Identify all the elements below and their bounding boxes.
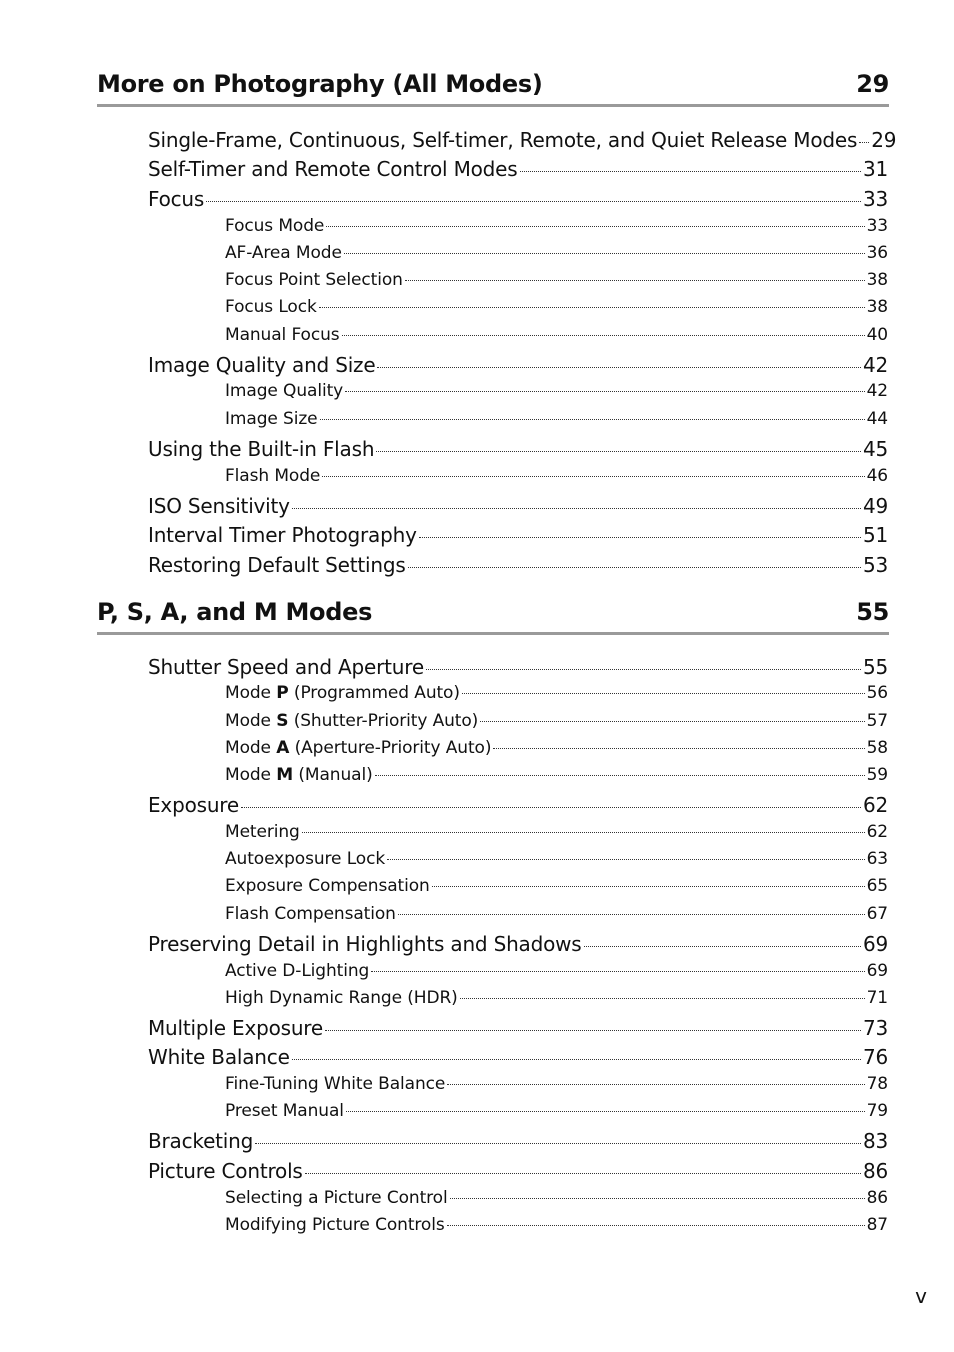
toc-subentry[interactable] [225, 765, 888, 785]
dot-leader [405, 279, 865, 281]
entry-title: Exposure Compensation [225, 876, 430, 896]
dot-leader [326, 225, 864, 227]
entry-page-number: 59 [866, 765, 888, 785]
dot-leader [859, 141, 869, 143]
dot-leader [450, 1197, 865, 1199]
entry-page-number: 55 [862, 655, 888, 679]
entry-page-number: 53 [862, 553, 888, 577]
section-header [97, 590, 889, 635]
entry-title: Focus Lock [225, 297, 317, 317]
toc-subentry[interactable] [225, 988, 888, 1008]
dot-leader [460, 997, 865, 999]
entry-title: Shutter Speed and Aperture [148, 655, 424, 679]
entry-page-number: 42 [862, 353, 888, 377]
dot-leader [426, 668, 861, 670]
entry-title: Using the Built-in Flash [148, 437, 375, 461]
entry-title: Focus [148, 187, 205, 211]
entry-title: Image Quality and Size [148, 353, 376, 377]
entry-title: Focus Point Selection [225, 270, 403, 290]
entry-page-number: 38 [866, 270, 888, 290]
toc-subentry[interactable] [225, 381, 888, 401]
entry-title: Mode A (Aperture-Priority Auto) [225, 738, 492, 758]
toc-subentry[interactable] [225, 1215, 888, 1235]
entry-page-number: 79 [866, 1101, 888, 1121]
entry-title: Modifying Picture Controls [225, 1215, 445, 1235]
toc-entry[interactable] [148, 932, 888, 956]
entry-title: Multiple Exposure [148, 1016, 323, 1040]
page-number: v [915, 1284, 927, 1308]
dot-leader [584, 945, 861, 947]
entry-page-number: 62 [862, 793, 888, 817]
entry-title: Restoring Default Settings [148, 553, 406, 577]
entry-page-number: 51 [862, 523, 888, 547]
toc-entry[interactable] [148, 128, 897, 152]
toc-entry[interactable] [148, 1129, 888, 1153]
entry-page-number: 44 [866, 409, 888, 429]
toc-subentry[interactable] [225, 738, 888, 758]
entry-page-number: 45 [862, 437, 888, 461]
entry-page-number: 29 [871, 128, 897, 152]
entry-page-number: 78 [866, 1074, 888, 1094]
section-title: More on Photography (All Modes) [97, 70, 543, 98]
dot-leader [520, 170, 861, 172]
entry-title: Flash Mode [225, 466, 321, 486]
dot-leader [292, 507, 861, 509]
dot-leader [292, 1058, 861, 1060]
toc-subentry[interactable] [225, 711, 888, 731]
entry-title: Mode S (Shutter-Priority Auto) [225, 711, 479, 731]
dot-leader [206, 200, 861, 202]
dot-leader [302, 831, 865, 833]
dot-leader [432, 885, 865, 887]
entry-page-number: 46 [866, 466, 888, 486]
section-page-number: 29 [856, 70, 889, 98]
entry-page-number: 87 [866, 1215, 888, 1235]
dot-leader [447, 1083, 864, 1085]
dot-leader [447, 1224, 865, 1226]
entry-page-number: 38 [866, 297, 888, 317]
toc-subentry[interactable] [225, 904, 888, 924]
dot-leader [255, 1142, 861, 1144]
dot-leader [319, 306, 865, 308]
entry-title: Image Quality [225, 381, 344, 401]
dot-leader [241, 806, 861, 808]
entry-page-number: 86 [866, 1188, 888, 1208]
toc-entry[interactable] [148, 1016, 888, 1040]
entry-title: Single-Frame, Continuous, Self-timer, Remote, and Quiet Release Modes [148, 128, 858, 152]
entry-title: Selecting a Picture Control [225, 1188, 448, 1208]
entry-page-number: 40 [866, 325, 888, 345]
toc-subentry[interactable] [225, 849, 888, 869]
entry-title: Interval Timer Photography [148, 523, 417, 547]
toc-subentry[interactable] [225, 297, 888, 317]
toc-subentry[interactable] [225, 325, 888, 345]
dot-leader [305, 1172, 861, 1174]
toc-entry[interactable] [148, 437, 888, 461]
entry-page-number: 49 [862, 494, 888, 518]
entry-title: Picture Controls [148, 1159, 303, 1183]
dot-leader [325, 1029, 861, 1031]
dot-leader [342, 334, 865, 336]
entry-page-number: 42 [866, 381, 888, 401]
toc-subentry[interactable] [225, 270, 888, 290]
toc-subentry[interactable] [225, 822, 888, 842]
entry-page-number: 36 [866, 243, 888, 263]
toc-entry[interactable] [148, 1045, 888, 1069]
dot-leader [387, 858, 865, 860]
entry-title: Focus Mode [225, 216, 325, 236]
toc-subentry[interactable] [225, 1188, 888, 1208]
entry-title: Fine-Tuning White Balance [225, 1074, 446, 1094]
entry-page-number: 76 [862, 1045, 888, 1069]
entry-page-number: 86 [862, 1159, 888, 1183]
entry-page-number: 57 [866, 711, 888, 731]
toc-entry[interactable] [148, 353, 888, 377]
toc-subentry[interactable] [225, 683, 888, 703]
entry-title: High Dynamic Range (HDR) [225, 988, 458, 1008]
section-header [97, 62, 889, 107]
entry-page-number: 63 [866, 849, 888, 869]
entry-page-number: 69 [866, 961, 888, 981]
entry-page-number: 58 [866, 738, 888, 758]
entry-title: AF-Area Mode [225, 243, 342, 263]
entry-title: Manual Focus [225, 325, 340, 345]
dot-leader [371, 970, 864, 972]
entry-title: Flash Compensation [225, 904, 396, 924]
entry-title: Preserving Detail in Highlights and Shadows [148, 932, 582, 956]
section-page-number: 55 [856, 598, 889, 626]
dot-leader [398, 913, 865, 915]
toc-entry[interactable] [148, 553, 888, 577]
dot-leader [419, 536, 861, 538]
toc-subentry[interactable] [225, 1074, 888, 1094]
entry-page-number: 33 [862, 187, 888, 211]
toc-entry[interactable] [148, 187, 888, 211]
dot-leader [346, 1110, 865, 1112]
toc-subentry[interactable] [225, 876, 888, 896]
entry-page-number: 33 [866, 216, 888, 236]
entry-page-number: 69 [862, 932, 888, 956]
toc-subentry[interactable] [225, 243, 888, 263]
toc-subentry[interactable] [225, 1101, 888, 1121]
entry-title: Bracketing [148, 1129, 254, 1153]
toc-subentry[interactable] [225, 466, 888, 486]
toc-subentry[interactable] [225, 409, 888, 429]
entry-title: Self-Timer and Remote Control Modes [148, 157, 518, 181]
dot-leader [408, 566, 861, 568]
dot-leader [480, 720, 864, 722]
entry-page-number: 71 [866, 988, 888, 1008]
toc-entry[interactable] [148, 793, 888, 817]
toc-entry[interactable] [148, 1159, 888, 1183]
entry-title: Metering [225, 822, 300, 842]
entry-title: Mode M (Manual) [225, 765, 373, 785]
dot-leader [462, 692, 865, 694]
dot-leader [377, 366, 860, 368]
dot-leader [345, 390, 864, 392]
entry-title: White Balance [148, 1045, 290, 1069]
entry-page-number: 31 [862, 157, 888, 181]
entry-title: Image Size [225, 409, 318, 429]
entry-title: Preset Manual [225, 1101, 344, 1121]
toc-entry[interactable] [148, 523, 888, 547]
entry-title: Active D-Lighting [225, 961, 370, 981]
toc-subentry[interactable] [225, 216, 888, 236]
dot-leader [320, 418, 865, 420]
entry-title: Mode P (Programmed Auto) [225, 683, 460, 703]
entry-title: Autoexposure Lock [225, 849, 386, 869]
dot-leader [493, 747, 864, 749]
toc-entry[interactable] [148, 157, 888, 181]
toc-entry[interactable] [148, 655, 888, 679]
entry-page-number: 65 [866, 876, 888, 896]
dot-leader [322, 475, 864, 477]
toc-entry[interactable] [148, 494, 888, 518]
entry-page-number: 67 [866, 904, 888, 924]
entry-page-number: 73 [862, 1016, 888, 1040]
entry-page-number: 62 [866, 822, 888, 842]
dot-leader [344, 252, 865, 254]
dot-leader [376, 450, 861, 452]
entry-page-number: 83 [862, 1129, 888, 1153]
section-title: P, S, A, and M Modes [97, 598, 373, 626]
toc-subentry[interactable] [225, 961, 888, 981]
entry-title: ISO Sensitivity [148, 494, 290, 518]
dot-leader [375, 774, 865, 776]
entry-page-number: 56 [866, 683, 888, 703]
entry-title: Exposure [148, 793, 239, 817]
